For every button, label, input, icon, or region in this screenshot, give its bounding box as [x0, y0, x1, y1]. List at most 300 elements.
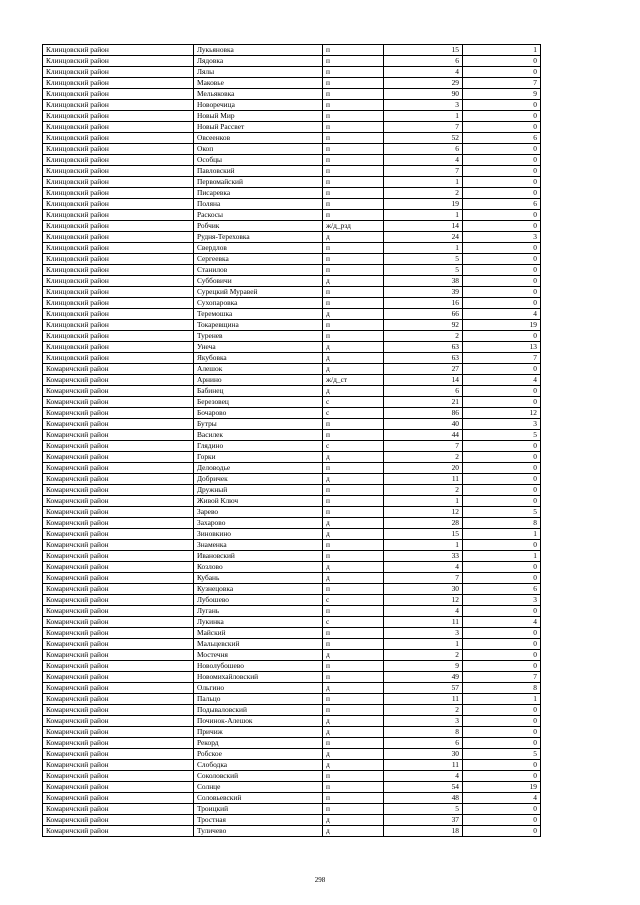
cell-district: Комаричский район: [43, 485, 194, 496]
cell-district: Комаричский район: [43, 683, 194, 694]
cell-value-1: 24: [384, 232, 463, 243]
cell-settlement: Якубовка: [194, 353, 323, 364]
table-row: [43, 529, 541, 540]
cell-value-2: 13: [463, 342, 541, 353]
table-row: [43, 166, 541, 177]
cell-settlement: Глядино: [194, 441, 323, 452]
cell-type: п: [323, 485, 384, 496]
cell-value-2: 0: [463, 56, 541, 67]
cell-type: п: [323, 639, 384, 650]
cell-district: Комаричский район: [43, 727, 194, 738]
cell-district: Клинцовский район: [43, 287, 194, 298]
cell-value-1: 1: [384, 540, 463, 551]
cell-district: Клинцовский район: [43, 67, 194, 78]
table-row: [43, 177, 541, 188]
cell-value-1: 28: [384, 518, 463, 529]
table-row: [43, 606, 541, 617]
cell-value-1: 66: [384, 309, 463, 320]
cell-district: Комаричский район: [43, 551, 194, 562]
cell-value-1: 2: [384, 705, 463, 716]
cell-value-1: 6: [384, 144, 463, 155]
table-row: [43, 56, 541, 67]
cell-settlement: Теремошка: [194, 309, 323, 320]
cell-settlement: Березовец: [194, 397, 323, 408]
cell-district: Комаричский район: [43, 386, 194, 397]
cell-value-2: 0: [463, 705, 541, 716]
cell-value-2: 0: [463, 650, 541, 661]
cell-settlement: Бочарово: [194, 408, 323, 419]
cell-district: Комаричский район: [43, 375, 194, 386]
cell-type: д: [323, 474, 384, 485]
cell-value-2: 9: [463, 89, 541, 100]
cell-value-1: 4: [384, 562, 463, 573]
cell-district: Клинцовский район: [43, 342, 194, 353]
cell-value-1: 6: [384, 738, 463, 749]
table-row: [43, 320, 541, 331]
cell-value-1: 1: [384, 243, 463, 254]
cell-value-2: 0: [463, 243, 541, 254]
cell-district: Комаричский район: [43, 463, 194, 474]
table-row: [43, 254, 541, 265]
cell-value-2: 0: [463, 474, 541, 485]
cell-settlement: Знаменка: [194, 540, 323, 551]
cell-settlement: Токаревщина: [194, 320, 323, 331]
cell-type: п: [323, 298, 384, 309]
cell-settlement: Козлово: [194, 562, 323, 573]
cell-settlement: Лукьяновка: [194, 45, 323, 56]
cell-value-1: 30: [384, 749, 463, 760]
cell-type: п: [323, 177, 384, 188]
cell-settlement: Лукинка: [194, 617, 323, 628]
cell-district: Клинцовский район: [43, 89, 194, 100]
cell-settlement: Лугань: [194, 606, 323, 617]
cell-district: Комаричский район: [43, 705, 194, 716]
cell-settlement: Поляна: [194, 199, 323, 210]
table-row: [43, 287, 541, 298]
cell-district: Клинцовский район: [43, 144, 194, 155]
table-row: [43, 78, 541, 89]
cell-district: Комаричский район: [43, 815, 194, 826]
cell-type: п: [323, 661, 384, 672]
cell-district: Клинцовский район: [43, 122, 194, 133]
cell-value-1: 9: [384, 661, 463, 672]
cell-value-1: 40: [384, 419, 463, 430]
cell-value-2: 3: [463, 232, 541, 243]
cell-settlement: Лялы: [194, 67, 323, 78]
cell-type: п: [323, 67, 384, 78]
cell-type: д: [323, 232, 384, 243]
cell-type: п: [323, 122, 384, 133]
cell-settlement: Робчик: [194, 221, 323, 232]
cell-type: п: [323, 419, 384, 430]
cell-settlement: Деловодье: [194, 463, 323, 474]
cell-type: п: [323, 606, 384, 617]
cell-value-2: 0: [463, 760, 541, 771]
cell-value-2: 0: [463, 738, 541, 749]
cell-type: д: [323, 760, 384, 771]
cell-type: п: [323, 320, 384, 331]
cell-type: п: [323, 111, 384, 122]
cell-type: п: [323, 287, 384, 298]
table-row: [43, 188, 541, 199]
cell-value-2: 0: [463, 111, 541, 122]
cell-type: д: [323, 683, 384, 694]
cell-value-2: 7: [463, 353, 541, 364]
cell-district: Клинцовский район: [43, 133, 194, 144]
cell-settlement: Новолубошево: [194, 661, 323, 672]
cell-value-2: 12: [463, 408, 541, 419]
cell-value-2: 0: [463, 441, 541, 452]
cell-district: Комаричский район: [43, 749, 194, 760]
cell-value-1: 37: [384, 815, 463, 826]
table-row: [43, 683, 541, 694]
cell-district: Клинцовский район: [43, 353, 194, 364]
cell-value-1: 2: [384, 452, 463, 463]
table-row: [43, 804, 541, 815]
cell-value-1: 14: [384, 375, 463, 386]
cell-value-1: 4: [384, 606, 463, 617]
table-row: [43, 617, 541, 628]
cell-value-2: 0: [463, 188, 541, 199]
cell-value-2: 0: [463, 144, 541, 155]
cell-value-2: 0: [463, 177, 541, 188]
cell-settlement: Станилов: [194, 265, 323, 276]
cell-value-2: 6: [463, 584, 541, 595]
table-row: [43, 210, 541, 221]
cell-type: ж/д_рзд: [323, 221, 384, 232]
cell-value-1: 4: [384, 67, 463, 78]
cell-district: Комаричский район: [43, 474, 194, 485]
cell-value-1: 7: [384, 122, 463, 133]
table-row: [43, 485, 541, 496]
table-row: [43, 463, 541, 474]
cell-value-1: 90: [384, 89, 463, 100]
cell-value-1: 2: [384, 485, 463, 496]
cell-value-2: 0: [463, 364, 541, 375]
cell-value-1: 3: [384, 628, 463, 639]
cell-value-2: 0: [463, 221, 541, 232]
cell-district: Клинцовский район: [43, 56, 194, 67]
cell-type: д: [323, 529, 384, 540]
table-row: [43, 661, 541, 672]
cell-settlement: Маковье: [194, 78, 323, 89]
table-row: [43, 540, 541, 551]
table-row: [43, 419, 541, 430]
cell-district: Комаричский район: [43, 650, 194, 661]
cell-value-1: 39: [384, 287, 463, 298]
table-row: [43, 199, 541, 210]
cell-value-1: 30: [384, 584, 463, 595]
cell-value-2: 0: [463, 166, 541, 177]
cell-district: Комаричский район: [43, 397, 194, 408]
cell-value-1: 63: [384, 342, 463, 353]
cell-settlement: Туличево: [194, 826, 323, 837]
cell-type: п: [323, 496, 384, 507]
cell-settlement: Рудня-Тереховка: [194, 232, 323, 243]
cell-value-2: 6: [463, 199, 541, 210]
cell-value-2: 0: [463, 397, 541, 408]
table-row: [43, 595, 541, 606]
cell-value-1: 48: [384, 793, 463, 804]
cell-value-1: 1: [384, 639, 463, 650]
cell-type: п: [323, 793, 384, 804]
cell-type: п: [323, 672, 384, 683]
cell-value-1: 63: [384, 353, 463, 364]
cell-district: Комаричский район: [43, 716, 194, 727]
cell-type: п: [323, 144, 384, 155]
cell-settlement: Дружный: [194, 485, 323, 496]
table-body: [43, 45, 541, 837]
cell-value-1: 4: [384, 155, 463, 166]
cell-value-1: 3: [384, 716, 463, 727]
cell-district: Комаричский район: [43, 826, 194, 837]
cell-settlement: Новый Мир: [194, 111, 323, 122]
cell-value-1: 6: [384, 56, 463, 67]
cell-value-1: 2: [384, 650, 463, 661]
table-row: [43, 89, 541, 100]
cell-district: Клинцовский район: [43, 177, 194, 188]
cell-type: д: [323, 518, 384, 529]
table-row: [43, 364, 541, 375]
table-row: [43, 342, 541, 353]
cell-settlement: Окоп: [194, 144, 323, 155]
cell-value-1: 1: [384, 496, 463, 507]
cell-district: Комаричский район: [43, 430, 194, 441]
cell-settlement: Особцы: [194, 155, 323, 166]
cell-settlement: Майский: [194, 628, 323, 639]
cell-value-2: 4: [463, 793, 541, 804]
cell-settlement: Добричек: [194, 474, 323, 485]
cell-value-1: 27: [384, 364, 463, 375]
table-row: [43, 474, 541, 485]
cell-settlement: Горки: [194, 452, 323, 463]
cell-value-2: 0: [463, 210, 541, 221]
cell-value-1: 20: [384, 463, 463, 474]
cell-value-2: 0: [463, 276, 541, 287]
cell-type: д: [323, 353, 384, 364]
cell-settlement: Мостечня: [194, 650, 323, 661]
cell-value-2: 0: [463, 265, 541, 276]
cell-value-2: 7: [463, 78, 541, 89]
cell-type: с: [323, 408, 384, 419]
cell-settlement: Рекорд: [194, 738, 323, 749]
cell-settlement: Живой Ключ: [194, 496, 323, 507]
table-row: [43, 331, 541, 342]
cell-type: п: [323, 804, 384, 815]
cell-district: Комаричский район: [43, 694, 194, 705]
table-row: [43, 386, 541, 397]
cell-district: Комаричский район: [43, 782, 194, 793]
cell-type: д: [323, 826, 384, 837]
cell-value-2: 4: [463, 375, 541, 386]
cell-settlement: Новомихайловский: [194, 672, 323, 683]
cell-value-2: 7: [463, 672, 541, 683]
cell-type: п: [323, 155, 384, 166]
cell-value-2: 19: [463, 320, 541, 331]
table-row: [43, 122, 541, 133]
cell-value-1: 16: [384, 298, 463, 309]
cell-value-1: 5: [384, 804, 463, 815]
cell-value-2: 0: [463, 606, 541, 617]
table-row: [43, 397, 541, 408]
page-number: 298: [314, 876, 326, 884]
cell-district: Клинцовский район: [43, 221, 194, 232]
cell-value-1: 12: [384, 507, 463, 518]
cell-value-2: 0: [463, 771, 541, 782]
cell-value-1: 86: [384, 408, 463, 419]
cell-value-1: 2: [384, 331, 463, 342]
cell-type: п: [323, 133, 384, 144]
cell-district: Комаричский район: [43, 441, 194, 452]
cell-district: Комаричский район: [43, 529, 194, 540]
cell-value-1: 11: [384, 760, 463, 771]
cell-district: Клинцовский район: [43, 100, 194, 111]
table-row: [43, 265, 541, 276]
cell-settlement: Писаревка: [194, 188, 323, 199]
table-row: [43, 826, 541, 837]
cell-district: Клинцовский район: [43, 78, 194, 89]
cell-value-2: 3: [463, 419, 541, 430]
cell-settlement: Новый Рассвет: [194, 122, 323, 133]
cell-value-1: 3: [384, 100, 463, 111]
table-row: [43, 67, 541, 78]
cell-value-2: 3: [463, 595, 541, 606]
cell-value-1: 4: [384, 771, 463, 782]
table-row: [43, 782, 541, 793]
cell-value-2: 0: [463, 386, 541, 397]
cell-settlement: Первомайский: [194, 177, 323, 188]
table-row: [43, 309, 541, 320]
cell-district: Клинцовский район: [43, 111, 194, 122]
table-row: [43, 815, 541, 826]
cell-settlement: Причиж: [194, 727, 323, 738]
cell-value-2: 0: [463, 452, 541, 463]
cell-settlement: Алешок: [194, 364, 323, 375]
cell-value-2: 0: [463, 331, 541, 342]
cell-value-1: 54: [384, 782, 463, 793]
cell-value-2: 0: [463, 496, 541, 507]
cell-type: с: [323, 397, 384, 408]
cell-value-1: 49: [384, 672, 463, 683]
cell-value-1: 7: [384, 166, 463, 177]
table-row: [43, 584, 541, 595]
cell-value-2: 1: [463, 45, 541, 56]
cell-value-1: 5: [384, 265, 463, 276]
cell-settlement: Ивановский: [194, 551, 323, 562]
table-row: [43, 100, 541, 111]
cell-settlement: Новоречица: [194, 100, 323, 111]
table-row: [43, 496, 541, 507]
cell-district: Клинцовский район: [43, 320, 194, 331]
cell-district: Клинцовский район: [43, 276, 194, 287]
cell-value-2: 5: [463, 507, 541, 518]
cell-value-1: 92: [384, 320, 463, 331]
cell-settlement: Зиновкино: [194, 529, 323, 540]
cell-value-1: 11: [384, 617, 463, 628]
cell-value-2: 1: [463, 529, 541, 540]
cell-district: Комаричский район: [43, 804, 194, 815]
cell-district: Комаричский район: [43, 595, 194, 606]
cell-type: п: [323, 584, 384, 595]
cell-value-2: 0: [463, 287, 541, 298]
cell-settlement: Бутры: [194, 419, 323, 430]
cell-district: Комаричский район: [43, 793, 194, 804]
cell-value-1: 7: [384, 441, 463, 452]
cell-value-1: 8: [384, 727, 463, 738]
table-row: [43, 705, 541, 716]
cell-district: Комаричский район: [43, 507, 194, 518]
cell-type: п: [323, 78, 384, 89]
cell-value-2: 0: [463, 155, 541, 166]
cell-type: д: [323, 573, 384, 584]
cell-type: п: [323, 166, 384, 177]
table-row: [43, 375, 541, 386]
cell-value-2: 0: [463, 463, 541, 474]
cell-type: п: [323, 243, 384, 254]
cell-type: д: [323, 815, 384, 826]
cell-district: Клинцовский район: [43, 45, 194, 56]
cell-district: Комаричский район: [43, 760, 194, 771]
cell-district: Комаричский район: [43, 540, 194, 551]
cell-type: д: [323, 276, 384, 287]
cell-value-1: 6: [384, 386, 463, 397]
cell-district: Комаричский район: [43, 661, 194, 672]
cell-settlement: Арнино: [194, 375, 323, 386]
cell-district: Клинцовский район: [43, 309, 194, 320]
cell-settlement: Сергеевка: [194, 254, 323, 265]
cell-value-1: 15: [384, 529, 463, 540]
cell-district: Комаричский район: [43, 771, 194, 782]
cell-type: д: [323, 364, 384, 375]
cell-settlement: Солнце: [194, 782, 323, 793]
cell-type: с: [323, 441, 384, 452]
table-row: [43, 232, 541, 243]
table-row: [43, 133, 541, 144]
table-row: [43, 672, 541, 683]
cell-district: Клинцовский район: [43, 166, 194, 177]
cell-district: Клинцовский район: [43, 298, 194, 309]
cell-value-1: 7: [384, 573, 463, 584]
table-row: [43, 221, 541, 232]
cell-district: Комаричский район: [43, 452, 194, 463]
table-row: [43, 155, 541, 166]
cell-settlement: Соколовский: [194, 771, 323, 782]
cell-value-1: 33: [384, 551, 463, 562]
cell-value-2: 5: [463, 749, 541, 760]
cell-district: Комаричский район: [43, 628, 194, 639]
cell-value-2: 0: [463, 100, 541, 111]
cell-value-2: 1: [463, 694, 541, 705]
cell-type: д: [323, 749, 384, 760]
cell-value-2: 0: [463, 727, 541, 738]
table-row: [43, 573, 541, 584]
cell-value-2: 0: [463, 661, 541, 672]
cell-type: п: [323, 705, 384, 716]
table-row: [43, 430, 541, 441]
cell-value-2: 8: [463, 683, 541, 694]
cell-value-2: 0: [463, 573, 541, 584]
cell-settlement: Слободка: [194, 760, 323, 771]
cell-value-2: 1: [463, 551, 541, 562]
cell-district: Комаричский район: [43, 639, 194, 650]
cell-type: с: [323, 617, 384, 628]
cell-value-1: 29: [384, 78, 463, 89]
table-row: [43, 562, 541, 573]
cell-value-1: 2: [384, 188, 463, 199]
cell-value-1: 21: [384, 397, 463, 408]
table-row: [43, 353, 541, 364]
cell-type: п: [323, 199, 384, 210]
